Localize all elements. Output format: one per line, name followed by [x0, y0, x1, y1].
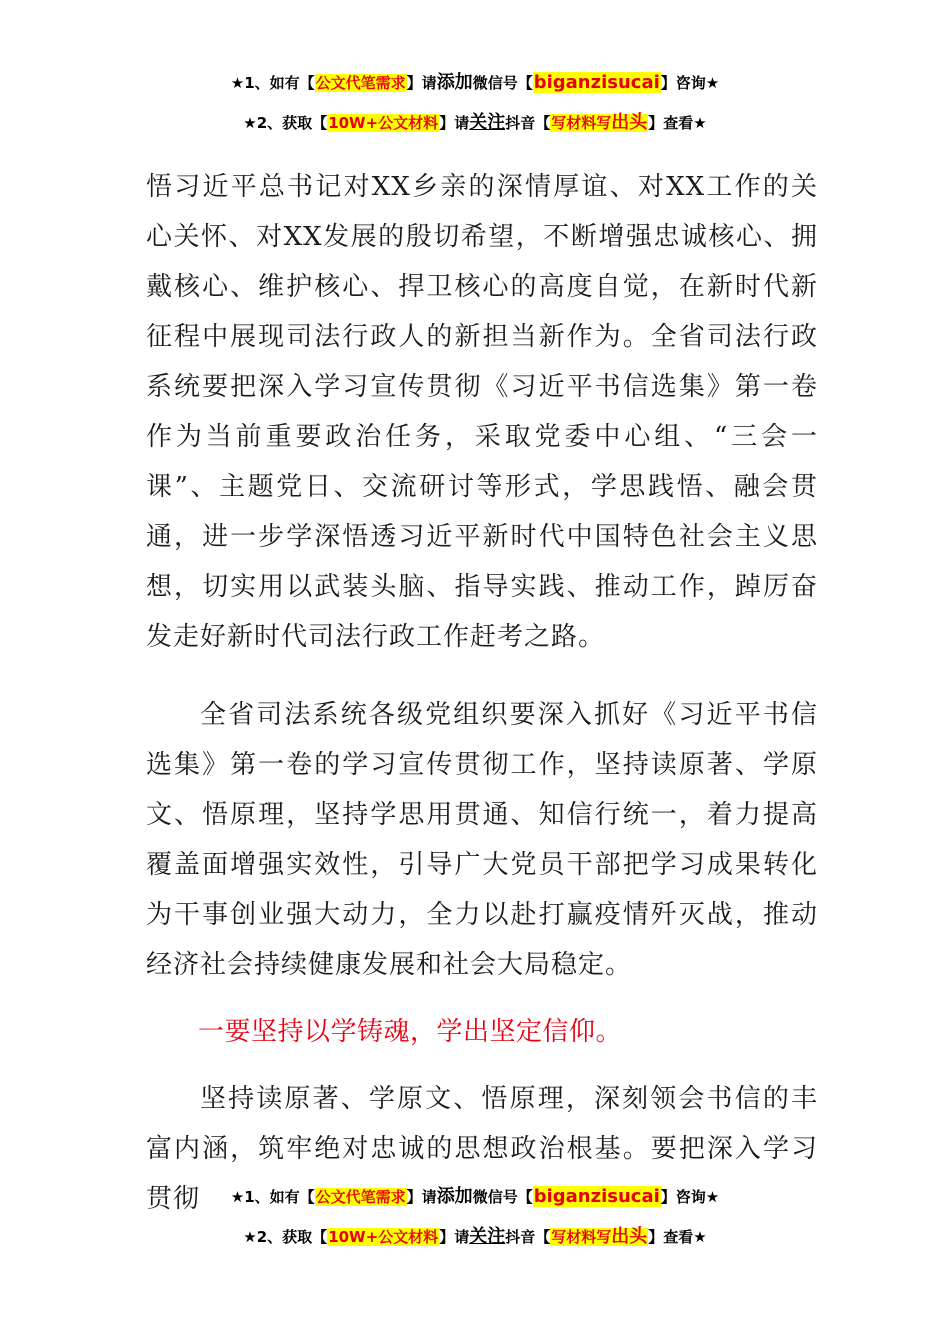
banner-suffix: 】查看★: [648, 114, 707, 132]
banner-text: 】请: [439, 1228, 470, 1246]
promo-banner-bottom-1: [0, 1186, 950, 1208]
banner-text: 微信号【: [472, 1188, 533, 1206]
banner-prefix: ★2、获取【: [243, 1228, 328, 1246]
body-paragraph-1: 悟习近平总书记对XX乡亲的深情厚谊、对XX工作的关心关怀、对XX发展的殷切希望，不断增强忠诚核心、拥戴核心、维护核心、捍卫核心的高度自觉，在新时代新征程中展现司法行政人的新担当新作为。全省司法行政系统要把深入学习宣传贯彻《习近平书信选集》第一卷作为当前重要政治任务，采取党委中心组、“三会一课”、主题党日、交流研讨等形式，学思践悟、融会贯通，进一步学深悟透习近平新时代中国特色社会主义思想，切实用以武装头脑、指导实践、推动工作，踔厉奋发走好新时代司法行政工作赶考之路。: [146, 172, 818, 652]
banner-suffix: 】查看★: [648, 1228, 707, 1246]
banner-account-part-2: 出头: [611, 112, 648, 133]
banner-text: 抖音【: [505, 114, 551, 132]
promo-banner-top-1: [0, 72, 950, 94]
banner-highlight-account: [550, 1228, 648, 1246]
banner-action-add: 添加: [436, 1186, 473, 1207]
banner-prefix: ★1、如有【: [230, 1188, 315, 1206]
banner-account-part-1: 写材料写: [551, 114, 612, 132]
banner-account-part-2: 出头: [611, 1226, 648, 1247]
banner-action-follow: 关注: [469, 112, 506, 133]
section-heading-1: 一要坚持以学铸魂，学出坚定信仰。: [198, 1017, 623, 1047]
banner-suffix: 】咨询★: [660, 74, 720, 92]
document-body: [146, 162, 818, 1224]
promo-banner-bottom-2: [0, 1226, 950, 1248]
body-paragraph-2: 全省司法系统各级党组织要深入抓好《习近平书信选集》第一卷的学习宣传贯彻工作，坚持读原著、学原文、悟原理，坚持学思用贯通、知信行统一，着力提高覆盖面增强实效性，引导广大党员干部把学习成果转化为干事创业强大动力，全力以赴打赢疫情歼灭战，推动经济社会持续健康发展和社会大局稳定。: [146, 700, 818, 980]
body-paragraph-3: 坚持读原著、学原文、悟原理，深刻领会书信的丰富内涵，筑牢绝对忠诚的思想政治根基。要把深入学习贯彻: [146, 1084, 818, 1214]
banner-text: 】请: [406, 74, 437, 92]
banner-prefix: ★2、获取【: [243, 114, 328, 132]
promo-banner-top-2: [0, 112, 950, 134]
banner-highlight-service: 公文代笔需求: [315, 1188, 406, 1206]
banner-highlight-account: [550, 114, 648, 132]
banner-highlight-wechat-id: biganzisucai: [533, 72, 660, 93]
banner-action-add: 添加: [436, 72, 473, 93]
banner-highlight-wechat-id: biganzisucai: [533, 1186, 660, 1207]
banner-highlight-materials: 10W+公文材料: [328, 114, 439, 132]
banner-highlight-materials: 10W+公文材料: [328, 1228, 439, 1246]
banner-text: 】请: [406, 1188, 437, 1206]
banner-highlight-service: 公文代笔需求: [315, 74, 406, 92]
banner-suffix: 】咨询★: [660, 1188, 720, 1206]
banner-text: 微信号【: [472, 74, 533, 92]
banner-prefix: ★1、如有【: [230, 74, 315, 92]
banner-action-follow: 关注: [469, 1226, 506, 1247]
banner-text: 】请: [439, 114, 470, 132]
banner-account-part-1: 写材料写: [551, 1228, 612, 1246]
banner-text: 抖音【: [505, 1228, 551, 1246]
